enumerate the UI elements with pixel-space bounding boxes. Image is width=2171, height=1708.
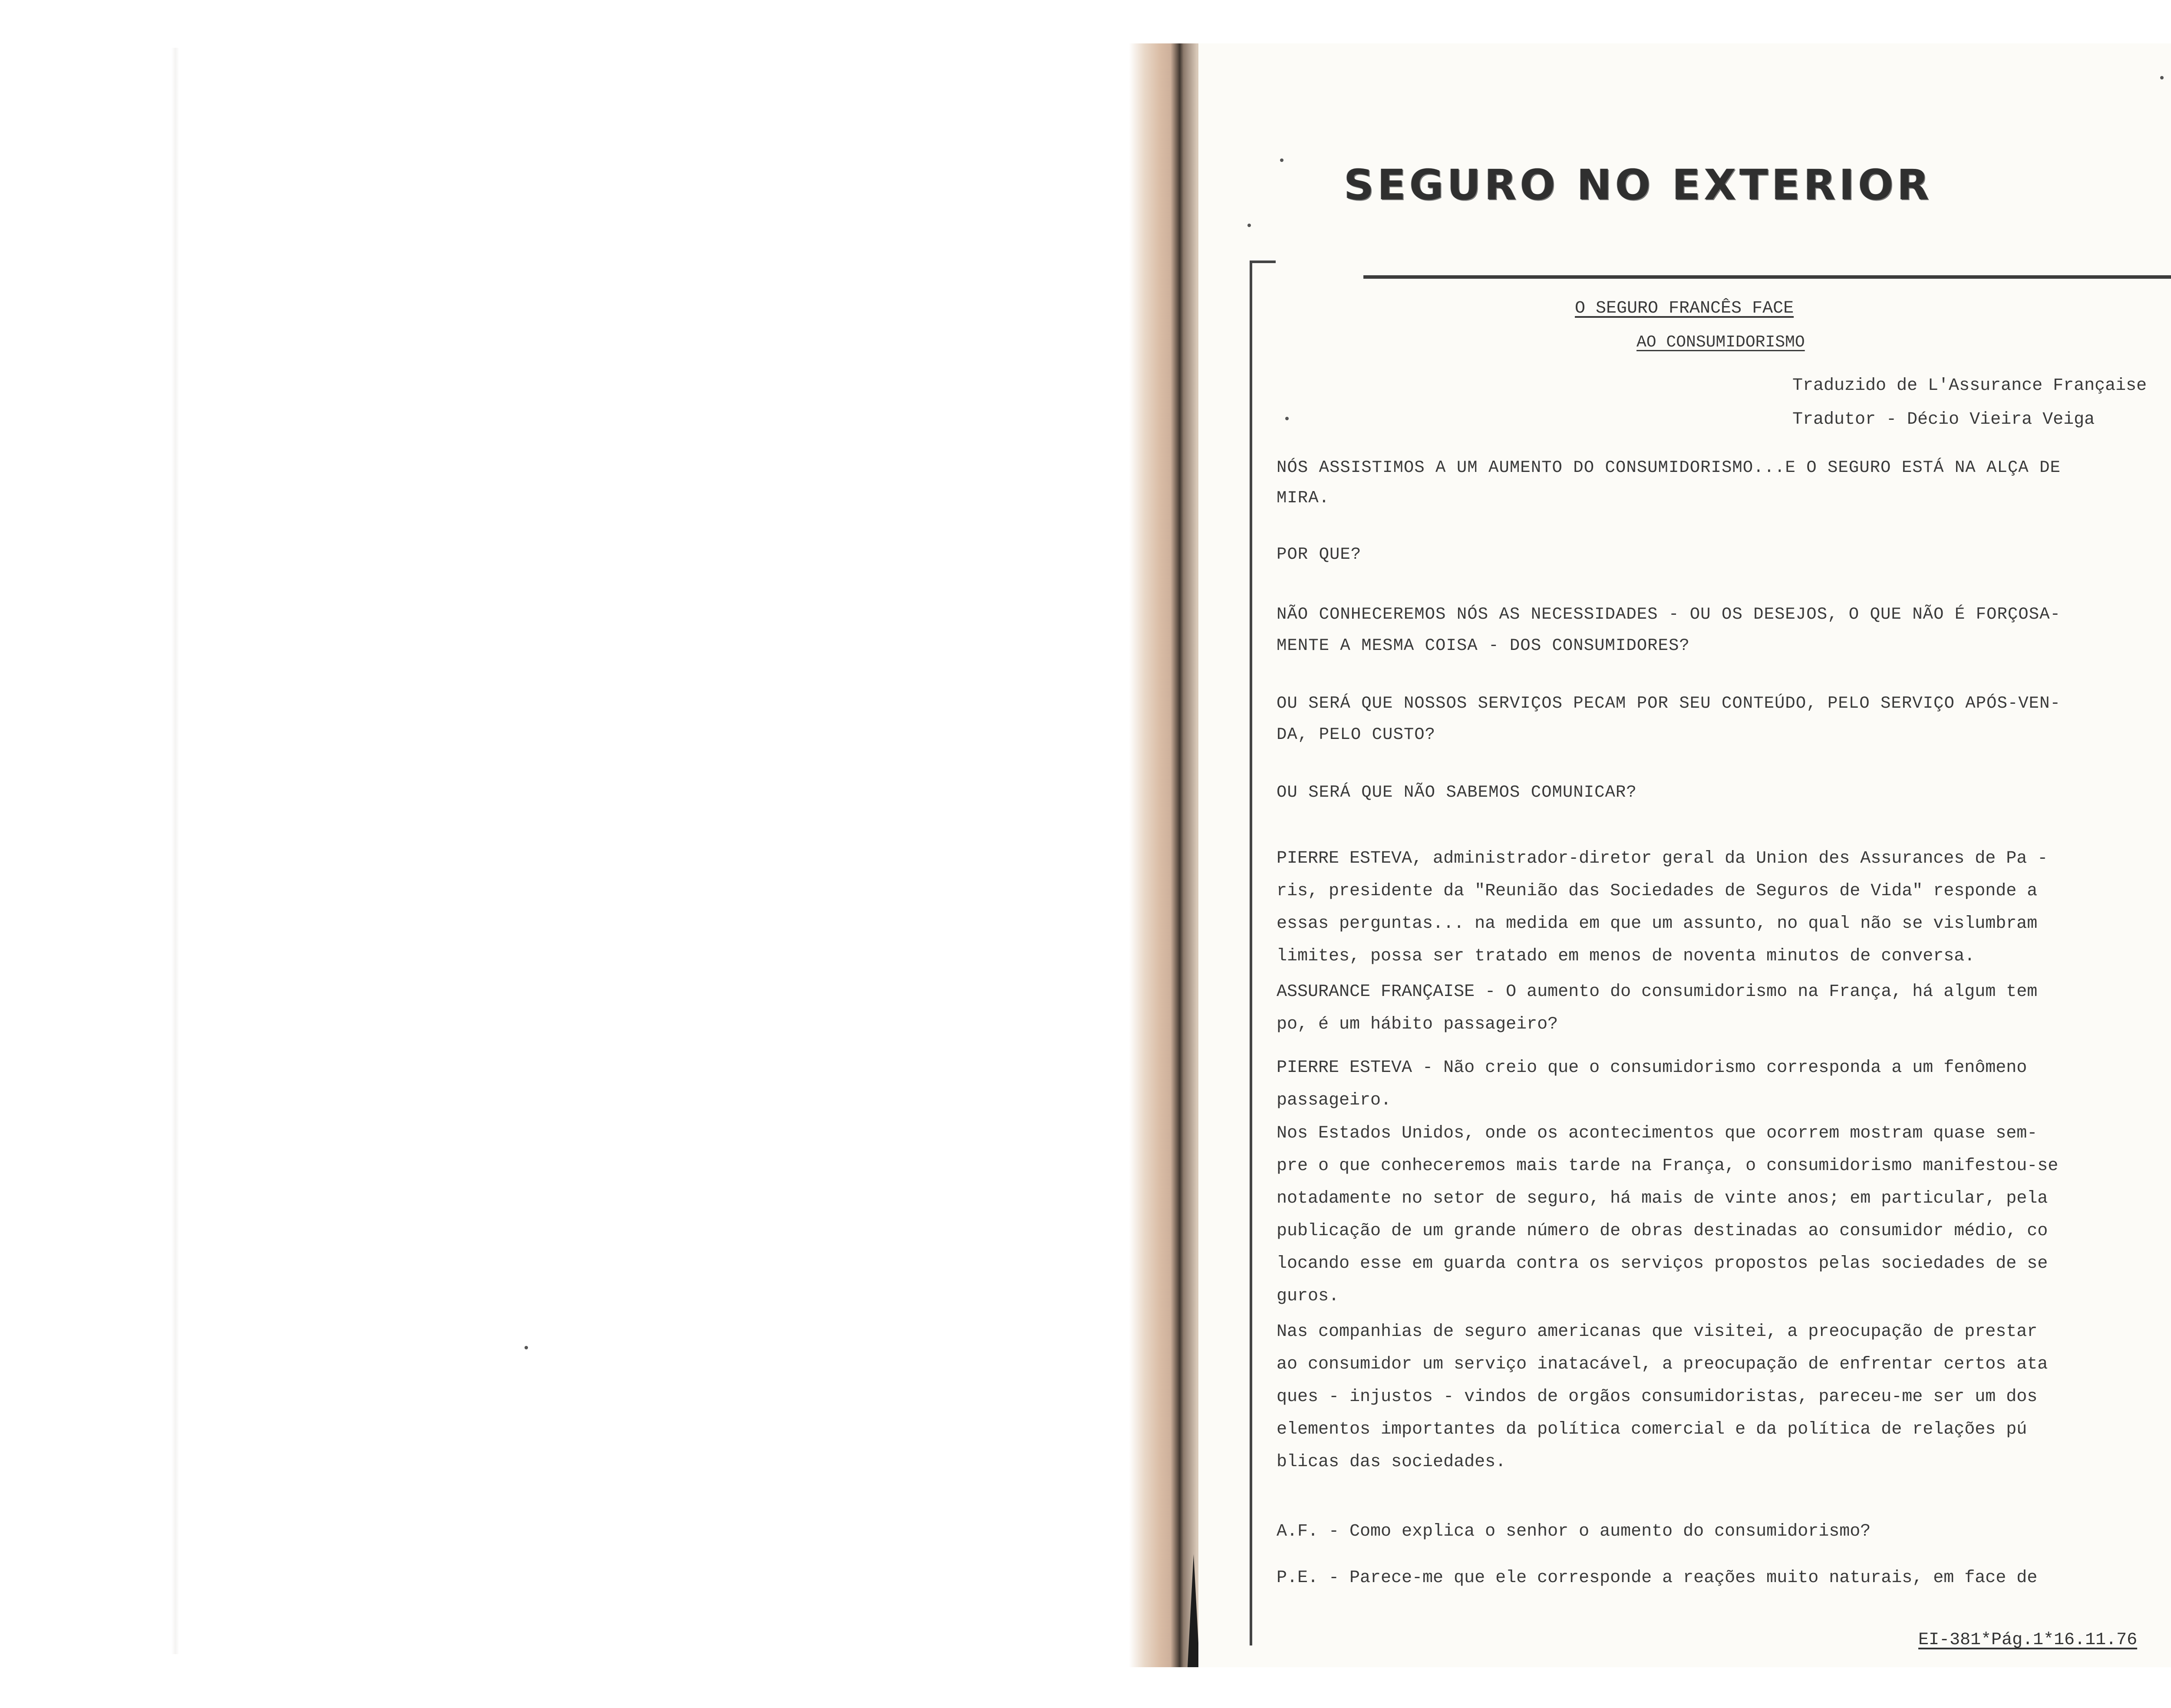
- body-line: guros.: [1277, 1286, 1340, 1306]
- body-line: blicas das sociedades.: [1277, 1452, 1506, 1472]
- page-reference-footer: EI-381*Pág.1*16.11.76: [1918, 1630, 2138, 1650]
- body-line: passageiro.: [1277, 1091, 1392, 1110]
- body-line: ris, presidente da "Reunião das Sociedades de Seguros de Vida" responde a: [1277, 881, 2038, 901]
- body-line: notadamente no setor de seguro, há mais de vinte anos; em particular, pela: [1277, 1189, 2048, 1208]
- article-title-line-2: AO CONSUMIDORISMO: [1636, 333, 1805, 352]
- credit-translator: Tradutor - Décio Vieira Veiga: [1792, 410, 2095, 429]
- body-line: essas perguntas... na medida em que um assunto, no qual não se vislumbram: [1277, 914, 2038, 933]
- body-line: locando esse em guarda contra os serviços propostos pelas sociedades de se: [1277, 1254, 2048, 1273]
- body-line: NÓS ASSISTIMOS A UM AUMENTO DO CONSUMIDORISMO...E O SEGURO ESTÁ NA ALÇA DE: [1277, 458, 2061, 477]
- body-line: PIERRE ESTEVA, administrador-diretor geral da Union des Assurances de Pa -: [1277, 849, 2048, 868]
- body-line: ao consumidor um serviço inatacável, a preocupação de enfrentar certos ata: [1277, 1355, 2048, 1374]
- body-line: Nas companhias de seguro americanas que visitei, a preocupação de prestar: [1277, 1322, 2038, 1342]
- paper-speck: [1247, 224, 1251, 227]
- body-line: ASSURANCE FRANÇAISE - O aumento do consumidorismo na França, há algum tem: [1277, 982, 2038, 1002]
- body-line: MIRA.: [1277, 488, 1330, 508]
- left-margin-bar: [1250, 260, 1252, 1645]
- paper-speck: [1280, 158, 1283, 162]
- body-line: PIERRE ESTEVA - Não creio que o consumidorismo corresponda a um fenômeno: [1277, 1058, 2027, 1078]
- body-line: OU SERÁ QUE NÃO SABEMOS COMUNICAR?: [1277, 783, 1637, 802]
- masthead-title: SEGURO NO EXTERIOR: [1344, 161, 1933, 209]
- body-line: Nos Estados Unidos, onde os acontecimentos que ocorrem mostram quase sem-: [1277, 1124, 2038, 1143]
- body-line: A.F. - Como explica o senhor o aumento do consumidorismo?: [1277, 1522, 1871, 1541]
- body-line: OU SERÁ QUE NOSSOS SERVIÇOS PECAM POR SEU CONTEÚDO, PELO SERVIÇO APÓS-VEN-: [1277, 694, 2061, 713]
- body-line: MENTE A MESMA COISA - DOS CONSUMIDORES?: [1277, 636, 1690, 655]
- credit-translated-from: Traduzido de L'Assurance Française: [1792, 376, 2147, 396]
- masthead-rule: [1363, 275, 2171, 279]
- article-title-line-1: O SEGURO FRANCÊS FACE: [1575, 299, 1794, 318]
- body-line: P.E. - Parece-me que ele corresponde a reações muito naturais, em face de: [1277, 1568, 2038, 1588]
- body-line: POR QUE?: [1277, 545, 1362, 564]
- left-page-speck: [525, 1346, 528, 1349]
- body-line: NÃO CONHECEREMOS NÓS AS NECESSIDADES - OU OS DESEJOS, O QUE NÃO É FORÇOSA-: [1277, 605, 2061, 624]
- left-page-edge-shadow: [172, 48, 179, 1654]
- body-line: po, é um hábito passageiro?: [1277, 1015, 1558, 1034]
- body-line: limites, possa ser tratado em menos de noventa minutos de conversa.: [1277, 946, 1975, 966]
- body-line: publicação de um grande número de obras destinadas ao consumidor médio, co: [1277, 1221, 2048, 1241]
- body-line: ques - injustos - vindos de orgãos consumidoristas, pareceu-me ser um dos: [1277, 1387, 2038, 1407]
- body-line: DA, PELO CUSTO?: [1277, 725, 1436, 744]
- paper-speck: [1285, 417, 1289, 420]
- paper-speck: [2160, 76, 2164, 79]
- body-line: pre o que conheceremos mais tarde na França, o consumidorismo manifestou-se: [1277, 1156, 2059, 1176]
- left-margin-tick: [1250, 260, 1276, 263]
- body-line: elementos importantes da política comercial e da política de relações pú: [1277, 1420, 2027, 1439]
